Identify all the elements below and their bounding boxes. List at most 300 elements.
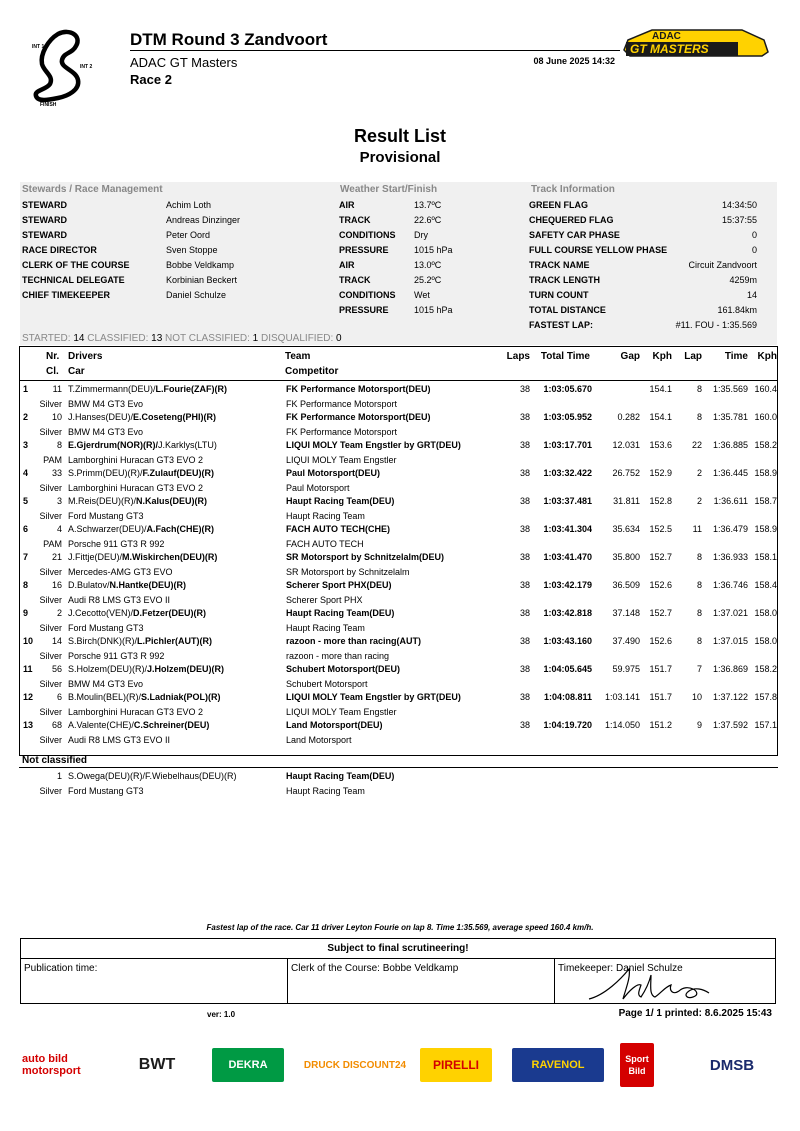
track-info-value: 15:37:55	[721, 215, 757, 225]
team: Land Motorsport(DEU)	[286, 720, 383, 730]
weather-row	[339, 243, 519, 258]
weather-row	[339, 198, 519, 213]
driver-2: S.Ladniak(POL)(R)	[141, 692, 221, 702]
laps: 38	[519, 440, 530, 450]
competitor: SR Motorsport by Schnitzelalm	[286, 567, 410, 577]
gap: 12.031	[612, 440, 640, 450]
best-kph: 158.2	[754, 664, 777, 674]
sponsor-logo: DRUCK DISCOUNT24	[303, 1059, 407, 1071]
total-time: 1:04:19.720	[543, 720, 592, 730]
laps: 38	[519, 384, 530, 394]
best-time: 1:36.445	[712, 468, 748, 478]
best-kph: 158.0	[754, 608, 777, 618]
car-model: Ford Mustang GT3	[68, 511, 144, 521]
gap: 35.634	[612, 524, 640, 534]
weather-row	[339, 273, 519, 288]
weather-heading: Weather Start/Finish	[340, 184, 438, 195]
class: Silver	[39, 595, 62, 605]
competitor: Haupt Racing Team	[286, 786, 365, 796]
track-info-label: TURN COUNT	[529, 290, 589, 300]
class: Silver	[39, 651, 62, 661]
steward-role: RACE DIRECTOR	[22, 245, 97, 255]
total-time: 1:03:37.481	[543, 496, 592, 506]
map-label-int1: INT 1	[32, 44, 45, 50]
document-subtitle: Provisional	[359, 149, 441, 166]
drivers	[68, 552, 217, 563]
driver-2: L.Fourie(ZAF)(R)	[155, 384, 227, 394]
steward-role: CHIEF TIMEKEEPER	[22, 290, 111, 300]
best-kph: 158.4	[754, 580, 777, 590]
position: 12	[23, 692, 34, 702]
competitor: Schubert Motorsport	[286, 679, 368, 689]
best-time: 1:37.021	[712, 608, 748, 618]
best-lap: 10	[691, 692, 702, 702]
sponsor-logo: auto bild motorsport	[22, 1053, 81, 1077]
gap: 1:03.141	[604, 692, 640, 702]
steward-row	[22, 258, 322, 273]
car-model: Lamborghini Huracan GT3 EVO 2	[68, 483, 204, 493]
position: 11	[23, 664, 33, 674]
car-model: Ford Mustang GT3	[68, 786, 144, 796]
driver-2: N.Kalus(DEU)(R)	[136, 496, 207, 506]
best-kph: 158.9	[754, 524, 777, 534]
car-number: 6	[56, 692, 62, 702]
header-competitor: Competitor	[285, 366, 339, 377]
steward-role: TECHNICAL DELEGATE	[22, 275, 125, 285]
fastest-lap-note: Fastest lap of the race. Car 11 driver Leyton Fourie on lap 8. Time 1:35.569, average speed 160.4 km/h.	[206, 923, 594, 932]
car-model: Audi R8 LMS GT3 EVO II	[68, 595, 171, 605]
steward-row	[22, 243, 322, 258]
best-time: 1:36.479	[712, 524, 748, 534]
drivers	[68, 384, 227, 395]
best-kph: 157.1	[754, 720, 777, 730]
class: Silver	[39, 427, 62, 437]
steward-row	[22, 273, 322, 288]
track-info-row	[529, 273, 757, 288]
sponsor-logo: BWT	[138, 1056, 176, 1073]
weather-value: 25.2ºC	[414, 275, 442, 285]
driver-2: D.Fetzer(DEU)(R)	[133, 608, 207, 618]
best-lap: 8	[696, 636, 702, 646]
total-time: 1:03:41.304	[543, 524, 592, 534]
team: Haupt Racing Team(DEU)	[286, 771, 395, 781]
best-kph: 160.4	[754, 384, 777, 394]
car-number: 11	[52, 384, 62, 394]
series-name: ADAC GT Masters	[130, 55, 238, 70]
best-kph: 158.1	[754, 552, 777, 562]
header-total-time: Total Time	[540, 351, 590, 362]
logo-text-bottom: GT MASTERS	[630, 42, 709, 56]
steward-name: Achim Loth	[166, 200, 212, 210]
gap: 37.148	[612, 608, 640, 618]
best-time: 1:36.611	[713, 496, 748, 506]
sponsor-logo: Sport Bild	[620, 1043, 654, 1087]
weather-value: 22.6ºC	[414, 215, 442, 225]
steward-row	[22, 288, 322, 303]
weather-row	[339, 258, 519, 273]
driver-2: M.Wiskirchen(DEU)(R)	[122, 552, 218, 562]
laps: 38	[519, 720, 530, 730]
header-divider	[130, 50, 620, 51]
best-time: 1:37.122	[712, 692, 748, 702]
disqualified-label: DISQUALIFIED:	[261, 333, 334, 344]
weather-label: CONDITIONS	[339, 230, 396, 240]
header-lap: Lap	[684, 351, 702, 362]
weather-row	[339, 288, 519, 303]
driver-1: J.Cecotto(VEN)/	[68, 608, 134, 618]
best-time: 1:36.933	[712, 552, 748, 562]
team: FACH AUTO TECH(CHE)	[286, 524, 390, 534]
weather-label: AIR	[339, 260, 355, 270]
driver-1: J.Hanses(DEU)/	[68, 412, 134, 422]
drivers	[68, 468, 214, 479]
car-number: 14	[51, 636, 62, 646]
driver-2: N.Hantke(DEU)(R)	[109, 580, 187, 590]
car-model: Ford Mustang GT3	[68, 623, 144, 633]
position: 6	[23, 524, 29, 534]
team: LIQUI MOLY Team Engstler by GRT(DEU)	[286, 440, 461, 450]
car-number: 10	[51, 412, 62, 422]
best-lap: 8	[696, 580, 702, 590]
weather-label: CONDITIONS	[339, 290, 396, 300]
car-number: 68	[51, 720, 62, 730]
total-time: 1:04:05.645	[543, 664, 592, 674]
best-lap: 2	[696, 496, 702, 506]
car-model: BMW M4 GT3 Evo	[68, 679, 144, 689]
steward-name: Bobbe Veldkamp	[166, 260, 235, 270]
competitor: Paul Motorsport	[286, 483, 350, 493]
kph: 152.6	[649, 636, 672, 646]
drivers	[68, 580, 186, 591]
drivers	[68, 692, 221, 703]
kph: 152.6	[649, 580, 672, 590]
class: Silver	[39, 511, 62, 521]
track-info-value: 14	[746, 290, 757, 300]
driver-1: J.Fittje(DEU)/	[68, 552, 122, 562]
position: 3	[23, 440, 29, 450]
best-time: 1:35.569	[712, 384, 748, 394]
car-number: 2	[56, 608, 62, 618]
class: Silver	[39, 567, 62, 577]
track-info-row	[529, 258, 757, 273]
best-lap: 11	[692, 524, 702, 534]
team: Haupt Racing Team(DEU)	[286, 608, 395, 618]
track-info-value: 0	[751, 230, 757, 240]
best-kph: 160.0	[754, 412, 777, 422]
team: SR Motorsport by Schnitzelalm(DEU)	[286, 552, 445, 562]
track-info-row	[529, 303, 757, 318]
steward-role: CLERK OF THE COURSE	[22, 260, 130, 270]
driver-2: E.Coseteng(PHI)(R)	[133, 412, 217, 422]
track-info-label: CHEQUERED FLAG	[529, 215, 614, 225]
document-title: Result List	[353, 126, 446, 146]
car-model: Porsche 911 GT3 R 992	[68, 539, 165, 549]
track-info-row	[529, 243, 757, 258]
clerk-of-course: Clerk of the Course: Bobbe Veldkamp	[291, 963, 459, 974]
kph: 151.2	[649, 720, 672, 730]
driver-1: D.Bulatov/	[68, 580, 110, 590]
car-number: 21	[51, 552, 62, 562]
classified-count: 13	[151, 333, 163, 344]
laps: 38	[519, 552, 530, 562]
track-map-icon	[24, 24, 104, 114]
class: Silver	[39, 399, 62, 409]
kph: 154.1	[649, 412, 672, 422]
car-number: 33	[51, 468, 62, 478]
kph: 154.1	[649, 384, 672, 394]
position: 8	[23, 580, 29, 590]
track-info-label: TRACK LENGTH	[529, 275, 600, 285]
best-lap: 7	[696, 664, 702, 674]
session-name: Race 2	[130, 72, 172, 87]
laps: 38	[519, 580, 530, 590]
class: Silver	[39, 679, 62, 689]
driver-1: B.Moulin(BEL)(R)/	[68, 692, 142, 702]
weather-label: TRACK	[339, 215, 371, 225]
team: razoon - more than racing(AUT)	[286, 636, 422, 646]
class: Silver	[39, 786, 62, 796]
gap: 26.752	[612, 468, 640, 478]
team: Paul Motorsport(DEU)	[286, 468, 380, 478]
laps: 38	[519, 496, 530, 506]
steward-name: Andreas Dinzinger	[166, 215, 241, 225]
car-model: Lamborghini Huracan GT3 EVO 2	[68, 455, 204, 465]
weather-value: Dry	[414, 230, 428, 240]
best-lap: 22	[691, 440, 702, 450]
best-time: 1:37.015	[712, 636, 748, 646]
kph: 152.5	[649, 524, 672, 534]
total-time: 1:03:32.422	[543, 468, 592, 478]
footer-col-divider	[554, 958, 555, 1004]
driver-1: E.Gjerdrum(NOR)(R)/	[68, 440, 158, 450]
weather-label: TRACK	[339, 275, 371, 285]
weather-value: 1015 hPa	[414, 305, 453, 315]
sponsor-logo: RAVENOL	[512, 1048, 604, 1082]
laps: 38	[519, 664, 530, 674]
total-time: 1:03:42.818	[543, 608, 592, 618]
position: 2	[23, 412, 29, 422]
laps: 38	[519, 468, 530, 478]
best-kph: 157.8	[754, 692, 777, 702]
driver-2: L.Pichler(AUT)(R)	[137, 636, 212, 646]
map-label-finish: FINISH	[40, 102, 57, 108]
position: 1	[23, 384, 29, 394]
adac-gt-masters-logo	[622, 26, 770, 60]
kph: 153.6	[649, 440, 672, 450]
total-time: 1:03:05.952	[543, 412, 592, 422]
laps: 38	[519, 412, 530, 422]
weather-row	[339, 213, 519, 228]
class: Silver	[39, 735, 62, 745]
steward-name: Daniel Schulze	[166, 290, 227, 300]
kph: 152.9	[649, 468, 672, 478]
page-info: Page 1/ 1 printed: 8.6.2025 15:43	[618, 1008, 772, 1019]
header-time: Time	[724, 351, 748, 362]
not-classified-label: NOT CLASSIFIED:	[165, 333, 250, 344]
drivers	[68, 608, 206, 619]
track-info-row	[529, 228, 757, 243]
gap: 59.975	[612, 664, 640, 674]
best-time: 1:36.869	[712, 664, 748, 674]
laps: 38	[519, 692, 530, 702]
class: PAM	[43, 539, 62, 549]
track-info-label: FASTEST LAP:	[529, 320, 594, 330]
drivers	[68, 412, 216, 423]
drivers	[68, 496, 207, 507]
started-label: STARTED:	[22, 333, 71, 344]
car-model: Audi R8 LMS GT3 EVO II	[68, 735, 171, 745]
steward-row	[22, 228, 322, 243]
best-lap: 9	[696, 720, 702, 730]
track-info-row	[529, 318, 757, 333]
kph: 152.8	[649, 496, 672, 506]
best-time: 1:36.885	[712, 440, 748, 450]
header-laps: Laps	[506, 351, 530, 362]
track-info-value: 4259m	[729, 275, 757, 285]
team: Scherer Sport PHX(DEU)	[286, 580, 392, 590]
driver-1: S.Primm(DEU)(R)/	[68, 468, 143, 478]
class: Silver	[39, 707, 62, 717]
weather-value: 1015 hPa	[414, 245, 453, 255]
gap: 36.509	[612, 580, 640, 590]
event-title: DTM Round 3 Zandvoort	[130, 30, 328, 49]
sponsor-logo: DMSB	[709, 1056, 755, 1074]
position: 5	[23, 496, 29, 506]
header-date: 08 June 2025 14:32	[533, 56, 615, 66]
track-info-label: SAFETY CAR PHASE	[529, 230, 620, 240]
weather-value: Wet	[414, 290, 430, 300]
car-number: 4	[56, 524, 62, 534]
driver-1: S.Birch(DNK)(R)/	[68, 636, 137, 646]
best-lap: 8	[696, 552, 702, 562]
position: 9	[23, 608, 29, 618]
track-info-label: TRACK NAME	[529, 260, 590, 270]
header-gap: Gap	[620, 351, 640, 362]
gap: 31.811	[613, 496, 640, 506]
car-number: 16	[51, 580, 62, 590]
competitor: LIQUI MOLY Team Engstler	[286, 455, 397, 465]
competitor: Scherer Sport PHX	[286, 595, 363, 605]
footer-col-divider	[287, 958, 288, 1004]
car-number: 8	[56, 440, 62, 450]
position: 10	[23, 636, 34, 646]
car-model: Lamborghini Huracan GT3 EVO 2	[68, 707, 204, 717]
team: Haupt Racing Team(DEU)	[286, 496, 395, 506]
best-lap: 8	[696, 412, 702, 422]
best-kph: 158.7	[754, 496, 777, 506]
class: PAM	[43, 455, 62, 465]
sponsor-logo: DEKRA	[212, 1048, 284, 1082]
driver-1: T.Zimmermann(DEU)/	[68, 384, 156, 394]
header-cl: Cl.	[46, 366, 59, 377]
best-kph: 158.2	[754, 440, 777, 450]
car-number: 1	[56, 771, 62, 781]
kph: 152.7	[649, 552, 672, 562]
competitor: Haupt Racing Team	[286, 623, 365, 633]
position: 13	[23, 720, 34, 730]
weather-row	[339, 303, 519, 318]
steward-name: Korbinian Beckert	[166, 275, 238, 285]
best-lap: 8	[696, 384, 702, 394]
track-info-value: Circuit Zandvoort	[688, 260, 757, 270]
sponsor-logo: PIRELLI	[420, 1048, 492, 1082]
kph: 151.7	[649, 692, 672, 702]
gap: 37.490	[612, 636, 640, 646]
class: Silver	[39, 483, 62, 493]
best-lap: 2	[696, 468, 702, 478]
steward-name: Sven Stoppe	[166, 245, 218, 255]
steward-name: Peter Oord	[166, 230, 211, 240]
total-time: 1:03:41.470	[543, 552, 592, 562]
weather-label: AIR	[339, 200, 355, 210]
timekeeper: Timekeeper: Daniel Schulze	[558, 963, 683, 974]
signature-icon	[585, 965, 715, 1005]
laps: 38	[519, 524, 530, 534]
car-model: BMW M4 GT3 Evo	[68, 399, 144, 409]
gap: 0.282	[617, 412, 640, 422]
total-time: 1:04:08.811	[543, 692, 592, 702]
best-time: 1:36.746	[712, 580, 748, 590]
drivers	[68, 636, 212, 647]
steward-role: STEWARD	[22, 200, 67, 210]
weather-value: 13.7ºC	[414, 200, 442, 210]
steward-row	[22, 198, 322, 213]
laps: 38	[519, 608, 530, 618]
scrutineering-note: Subject to final scrutineering!	[327, 943, 469, 954]
header-drivers: Drivers	[68, 351, 103, 362]
total-time: 1:03:42.179	[543, 580, 592, 590]
competitor: FK Performance Motorsport	[286, 399, 398, 409]
started-count: 14	[73, 333, 85, 344]
steward-role: STEWARD	[22, 215, 67, 225]
position: 4	[23, 468, 29, 478]
driver-2: A.Fach(CHE)(R)	[146, 524, 215, 534]
not-classified-divider	[19, 767, 778, 768]
drivers	[68, 664, 224, 675]
logo-text-top: ADAC	[652, 31, 681, 42]
table-header-divider	[19, 380, 778, 381]
total-time: 1:03:17.701	[543, 440, 592, 450]
not-classified-count: 1	[252, 333, 259, 344]
competitor: Land Motorsport	[286, 735, 352, 745]
drivers	[68, 524, 214, 535]
stewards-heading: Stewards / Race Management	[22, 184, 163, 195]
steward-role: STEWARD	[22, 230, 67, 240]
car-model: Mercedes-AMG GT3 EVO	[68, 567, 173, 577]
driver-2: C.Schreiner(DEU)	[133, 720, 210, 730]
header-car: Car	[68, 366, 85, 377]
best-kph: 158.9	[754, 468, 777, 478]
best-time: 1:35.781	[712, 412, 748, 422]
driver-1: A.Schwarzer(DEU)/	[68, 524, 147, 534]
team: Schubert Motorsport(DEU)	[286, 664, 400, 674]
drivers	[68, 440, 217, 451]
track-info-row	[529, 288, 757, 303]
driver-2: J.Holzem(DEU)(R)	[147, 664, 225, 674]
total-time: 1:03:05.670	[543, 384, 592, 394]
best-lap: 8	[696, 608, 702, 618]
not-classified-title: Not classified	[22, 755, 88, 766]
drivers: S.Owega(DEU)(R)/F.Wiebelhaus(DEU)(R)	[68, 771, 237, 781]
kph: 151.7	[649, 664, 672, 674]
driver-2: J.Karklys(LTU)	[158, 440, 217, 450]
competitor: FK Performance Motorsport	[286, 427, 398, 437]
weather-row	[339, 228, 519, 243]
team: FK Performance Motorsport(DEU)	[286, 412, 431, 422]
driver-1: A.Valente(CHE)/	[68, 720, 134, 730]
car-number: 3	[56, 496, 62, 506]
header-kph: Kph	[652, 351, 672, 362]
